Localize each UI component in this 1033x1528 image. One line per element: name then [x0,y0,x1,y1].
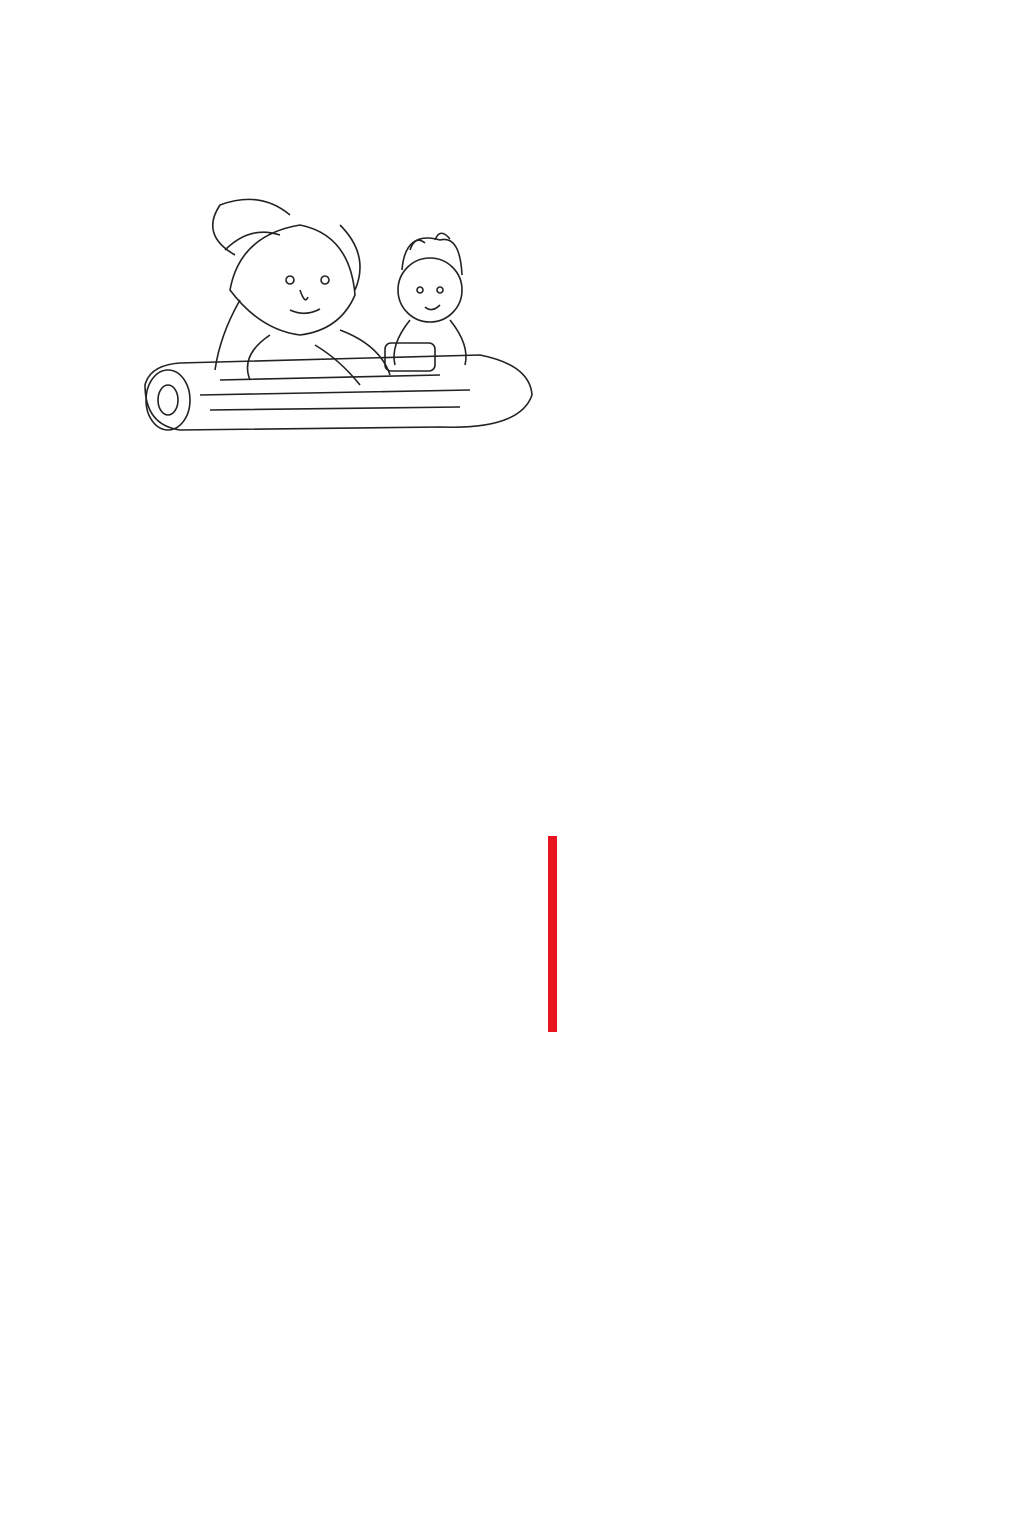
caricature-drawing-icon [140,195,535,435]
decorative-border-left [76,168,90,1518]
decorative-border-top [132,152,972,164]
highlight-bar [548,836,557,1032]
